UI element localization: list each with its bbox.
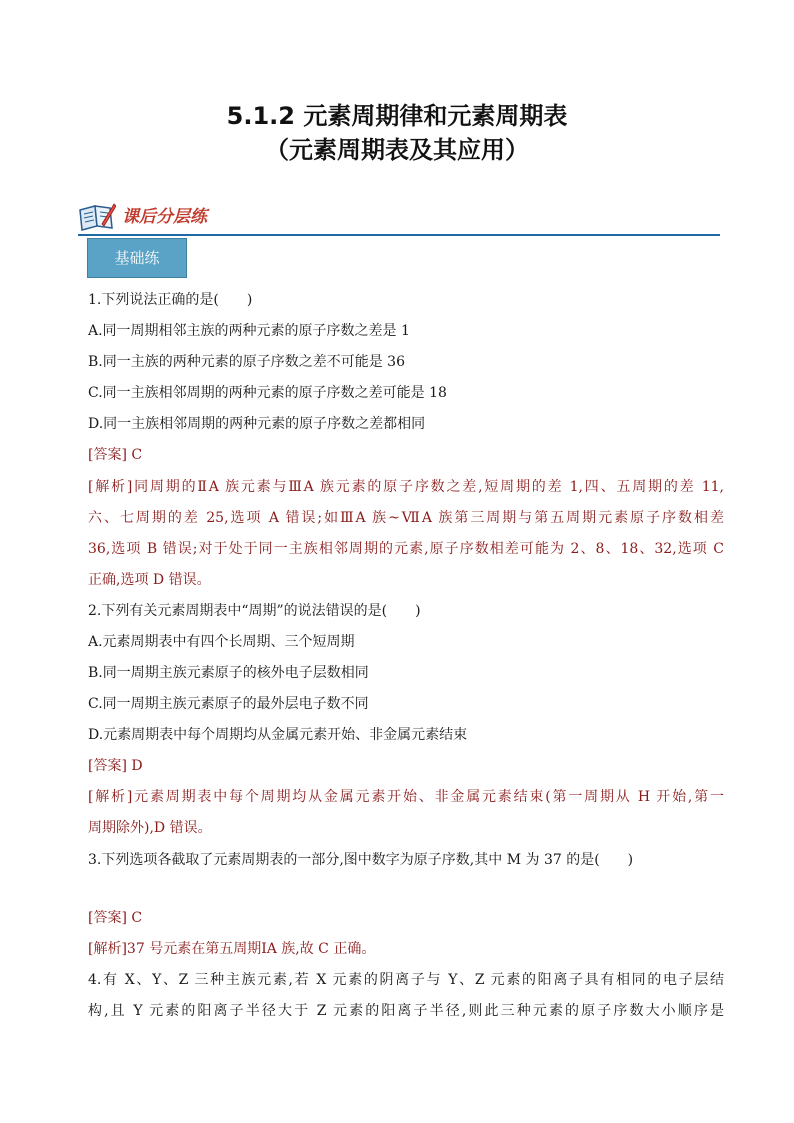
question-1-explanation-line-3: 36,选项 B 错误;对于处于同一主族相邻周期的元素,原子序数相差可能为 2、8、18、32,选项 C: [88, 541, 724, 557]
question-1-explanation-line-1: [解析]同周期的ⅡA 族元素与ⅢA 族元素的原子序数之差,短周期的差 1,四、五周期的差 11,: [88, 479, 724, 495]
question-3-stem: 3.下列选项各截取了元素周期表的一部分,图中数字为原子序数,其中 M 为 37 的是( ): [88, 852, 634, 868]
question-2-answer: [答案] D: [88, 758, 143, 774]
question-1-option-d: D.同一主族相邻周期的两种元素的原子序数之差都相同: [88, 416, 426, 432]
question-1-explanation-line-2: 六、七周期的差 25,选项 A 错误;如ⅢA 族~ⅦA 族第三周期与第五周期元素原子序数相差: [88, 510, 724, 526]
question-2-explanation-line-2: 周期除外),D 错误。: [88, 820, 212, 836]
question-1-option-b: B.同一主族的两种元素的原子序数之差不可能是 36: [88, 354, 406, 370]
question-2-option-a: A.元素周期表中有四个长周期、三个短周期: [88, 634, 355, 650]
question-2-option-b: B.同一周期主族元素原子的核外电子层数相同: [88, 665, 369, 681]
question-4-stem-line-2: 构,且 Y 元素的阳离子半径大于 Z 元素的阳离子半径,则此三种元素的原子序数大小顺序是: [88, 1003, 724, 1019]
page-subtitle: （元素周期表及其应用）: [265, 136, 529, 164]
question-1-stem: 1.下列说法正确的是( ): [88, 292, 253, 308]
page-title: 5.1.2 元素周期律和元素周期表: [226, 102, 568, 130]
question-1-explanation-line-4: 正确,选项 D 错误。: [88, 572, 211, 588]
question-2-option-d: D.元素周期表中每个周期均从金属元素开始、非金属元素结束: [88, 727, 468, 743]
question-1-answer: [答案] C: [88, 447, 143, 463]
section-title: 课后分层练: [122, 207, 207, 227]
question-3-explanation: [解析]37 号元素在第五周期ⅠA 族,故 C 正确。: [88, 941, 376, 957]
question-2-option-c: C.同一周期主族元素原子的最外层电子数不同: [88, 696, 369, 712]
book-pencil-icon: [78, 202, 116, 232]
section-header: [78, 200, 720, 236]
tab-basic-practice[interactable]: 基础练: [87, 238, 187, 278]
question-4-stem-line-1: 4.有 X、Y、Z 三种主族元素,若 X 元素的阴离子与 Y、Z 元素的阳离子具有相同的电子层结: [88, 972, 724, 988]
question-1-option-c: C.同一主族相邻周期的两种元素的原子序数之差可能是 18: [88, 385, 447, 401]
question-2-stem: 2.下列有关元素周期表中“周期”的说法错误的是( ): [88, 603, 421, 619]
question-1-option-a: A.同一周期相邻主族的两种元素的原子序数之差是 1: [88, 323, 410, 339]
question-2-explanation-line-1: [解析]元素周期表中每个周期均从金属元素开始、非金属元素结束(第一周期从 H 开始,第一: [88, 789, 724, 805]
question-3-answer: [答案] C: [88, 910, 143, 926]
